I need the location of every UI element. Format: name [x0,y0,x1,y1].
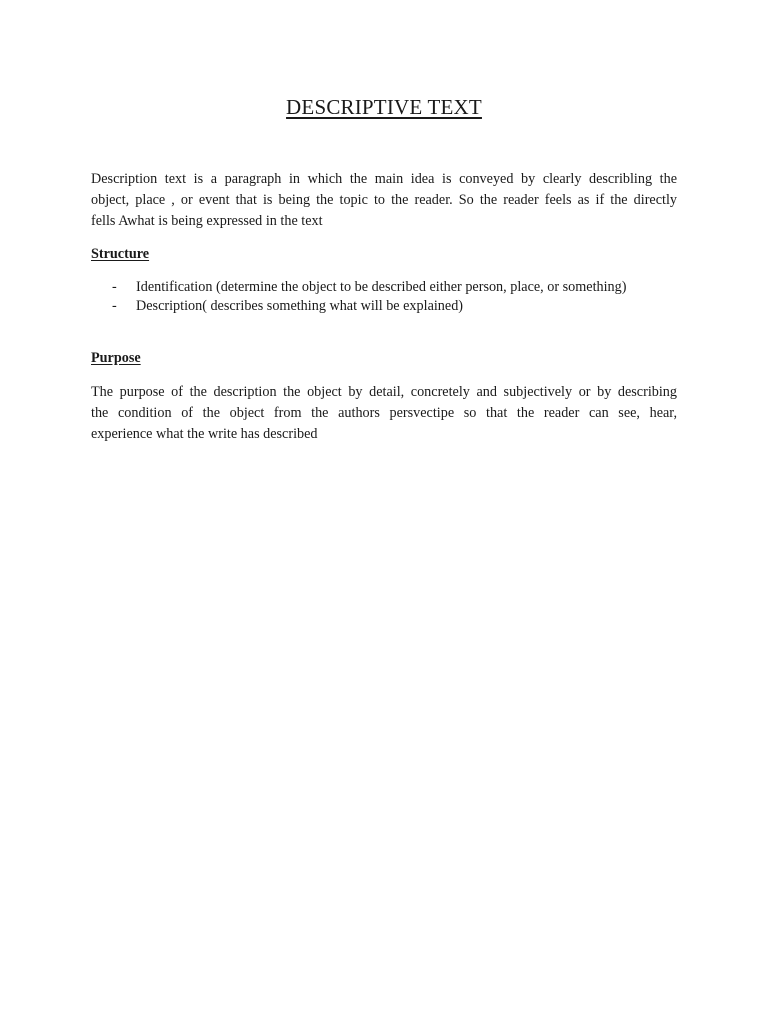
bullet-marker: - [112,279,117,295]
intro-line: fells Awhat is being expressed in the text [91,213,323,229]
list-item-text: Identification (determine the object to be described either person, place, or something) [136,279,627,295]
purpose-line: experience what the write has described [91,426,318,442]
document-title: DESCRIPTIVE TEXT [286,95,482,119]
bullet-marker: - [112,298,117,314]
structure-list [112,278,626,316]
intro-paragraph [91,169,677,232]
purpose-heading: Purpose [91,350,141,366]
list-item-text: Description( describes something what will be explained) [136,298,464,314]
intro-line: Description text is a paragraph in which the main idea is conveyed by clearly describling the [91,171,677,187]
purpose-line: the condition of the object from the authors persvectipe so that the reader can see, hear, [91,405,677,421]
structure-heading: Structure [91,246,150,262]
intro-line: object, place , or event that is being the topic to the reader. So the reader feels as if the directly [91,192,677,208]
purpose-line: The purpose of the description the object by detail, concretely and subjectively or by describing [91,384,677,400]
list-item [112,297,626,316]
list-item [112,278,626,297]
purpose-paragraph [91,382,677,445]
